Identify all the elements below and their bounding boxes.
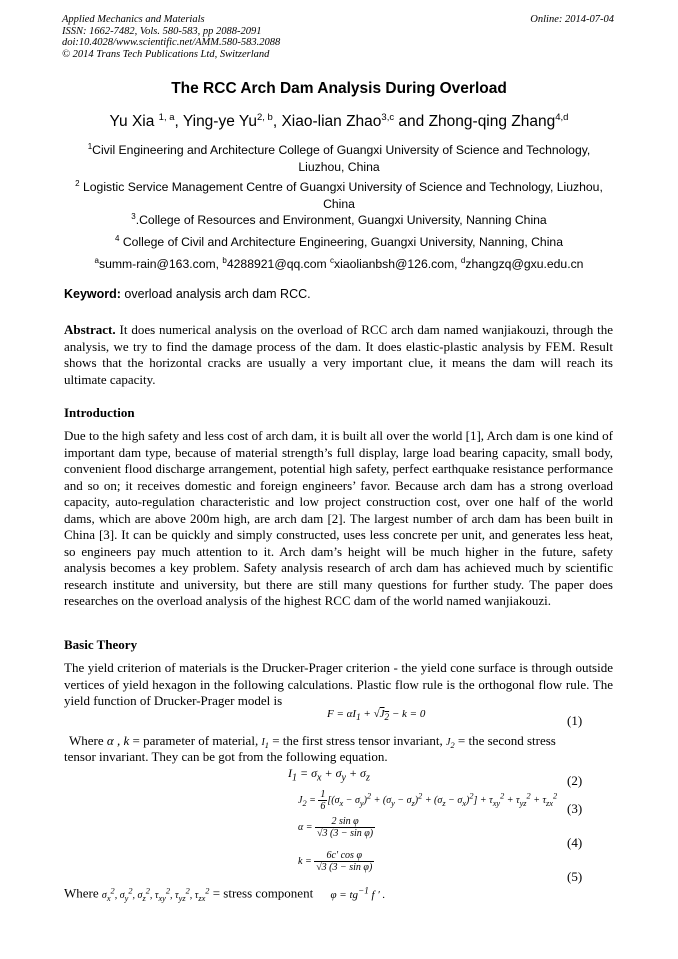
paper-title: The RCC Arch Dam Analysis During Overload [171,80,507,97]
email-address: zhangzq@gxu.edu.cn [465,257,584,272]
author-separator: , [272,113,282,131]
equation-2: $I_1 = \sigma_x + \sigma_y + \sigma_z$ [288,766,370,784]
affiliation-text: College of Civil and Architecture Engineering, Guangxi University, Nanning, China [119,235,563,250]
author-name: Yu Xia [109,113,155,131]
email-list [68,252,610,273]
issn: ISSN: 1662-7482, Vols. 580-583, pp 2088-2091 [62,25,262,37]
equation-number-5: (5) [567,869,583,884]
where-label: Where [69,733,104,748]
author-name: Xiao-lian Zhao [281,113,382,131]
email-address: xiaolianbsh@126.com, [334,257,461,272]
author-separator: , [174,113,183,131]
equation-number-4: (4) [567,835,583,850]
doi: doi:10.4028/www.scientific.net/AMM.580-583.2088 [62,37,281,48]
equation-number-3: (3) [567,801,583,816]
copyright: © 2014 Trans Tech Publications Ltd, Switzerland [62,48,270,60]
affiliation-sup: 1 [87,142,93,151]
affiliation-text: Logistic Service Management Centre of Guangxi University of Science and Technology, Liuzhou, China [79,180,603,212]
email-sup: b [222,256,227,265]
affiliation-3 [68,208,610,229]
equation-4: α = $\frac{\text{2 sin φ}}{\text{√3 (3 − sin φ)}}$ [298,816,374,839]
where-text-stress: = stress component [212,885,314,901]
affiliation-sup: 2 [75,179,80,188]
affiliation-text: Civil Engineering and Architecture College of Guangxi University of Science and Technology, Liuzhou, China [92,143,591,175]
introduction-heading: Introduction [64,405,135,420]
affiliation-1 [68,138,610,176]
where-line-1 [69,733,618,750]
basic-theory-body: The yield criterion of materials is the Drucker-Prager criterion - the yield cone surface is through outside vertices of yield hexagon in the following calculations. Plastic flow rule is the orthogonal flow rule. The yield function of Drucker-Prager model is [64,660,613,708]
affiliation-4 [68,230,610,251]
affiliation-sup: 3 [131,212,136,221]
email-address: summ-rain@163.com, [98,257,223,272]
author-sup: 2, b [256,112,273,123]
equation-5: k = $\frac{\text{6c′ cos φ}}{\text{√3 (3 − sin φ)}}$ [298,850,373,873]
online-date: Online: 2014-07-04 [530,14,614,25]
author-sup: 4,d [555,112,569,123]
author-sup: 3,c [381,112,395,123]
symbol-stress-components: $\sigma_x^2$, $\sigma_y^2$, $\sigma_z^2$, $\tau_{xy}^2$, $\tau_{yz}^2$, $\tau_{zx}^2$ [101,886,210,903]
where-label: Where [64,885,99,901]
affiliation-sup: 4 [115,234,120,243]
author-list [0,112,678,131]
abstract-text: It does numerical analysis on the overload of RCC arch dam named wanjiakouzi, through the analysis, we try to find the damage process of the dam. It does elastic-plastic analysis by FEM. Result shows that the horizontal cracks are usually a very important clue, it means the dam will reach its ultimate capacity. [64,322,613,387]
email-sup: c [330,256,335,265]
author-sup: 1, a [158,112,175,123]
basic-theory-heading: Basic Theory [64,637,138,652]
abstract-label: Abstract. [64,322,116,337]
abstract [64,322,613,388]
author-separator: and [394,113,429,131]
keywords [64,287,311,301]
where-line-2: tensor invariant. They can be got from the following equation. [64,749,388,764]
journal-header [62,14,280,60]
equation-number-2: (2) [567,773,583,788]
symbol-alpha-k: α , k [106,733,130,748]
journal-name: Applied Mechanics and Materials [62,14,205,25]
equation-number-1: (1) [567,713,583,728]
introduction-body: Due to the high safety and less cost of arch dam, it is built all over the world [1], Arch dam is one kind of important dam type, because of material strength’s full display, large load bearing capacity, small body, convenient flood discharge arrangement, potential high safety, perfect earthquake resistance performance and so on; it receives domestic and foreign engineers’ favor. Because arch dam has a strong overload capacity, auto-regulation characteristic and low project construction cost, over one half of the world dams, which are above 200m high, are arch dam [2]. The largest number of arch dam has been built in China [3]. It can be quickly and simply constructed, uses less concrete per unit, and generates less heat, so engineers pay much attention to it. Arch dam’s height will be much higher in the future, safety analysis becomes a key problem. Safety analysis research of arch dam has achieved much by scientific research institute and university, but there are still many questions for further study. The paper does researches on the overload analysis of the highest RCC dam of the world named wanjiakouzi. [64,428,613,608]
where-text-a: = parameter of material, [132,733,259,748]
keyword-text: overload analysis arch dam RCC. [120,287,311,301]
where-line-3 [64,885,613,903]
keyword-label: Keyword: [64,287,121,301]
equation-1: $F = \alpha I_1 + √J_2 - k = 0$ [327,708,426,723]
email-address: 4288921@qq.com [226,257,331,272]
author-name: Ying-ye Yu [182,113,257,131]
where-text-b: = the first stress tensor invariant, [272,733,443,748]
affiliation-text: .College of Resources and Environment, Guangxi University, Nanning China [135,213,547,228]
symbol-J2: $J_2$ [446,737,455,750]
equation-3: $J_2$ = $\frac{1}{6}$ $[(\sigma_x - \sigma_y)^2 + (\sigma_y - \sigma_z)^2 + (\sigma_z - \sigma_x)^2] + \tau_{xy}^2 + \tau_{yz}^2 + \tau_{zx}^2$ [298,789,558,812]
author-name: Zhong-qing Zhang [428,113,556,131]
where-text-c: = the second stress [457,733,556,748]
email-sup: a [94,256,99,265]
symbol-phi: $\varphi = tg^{-1}$ f ′ . [330,885,386,901]
email-sup: d [460,256,466,265]
symbol-I1: $I_1$ [261,737,269,750]
